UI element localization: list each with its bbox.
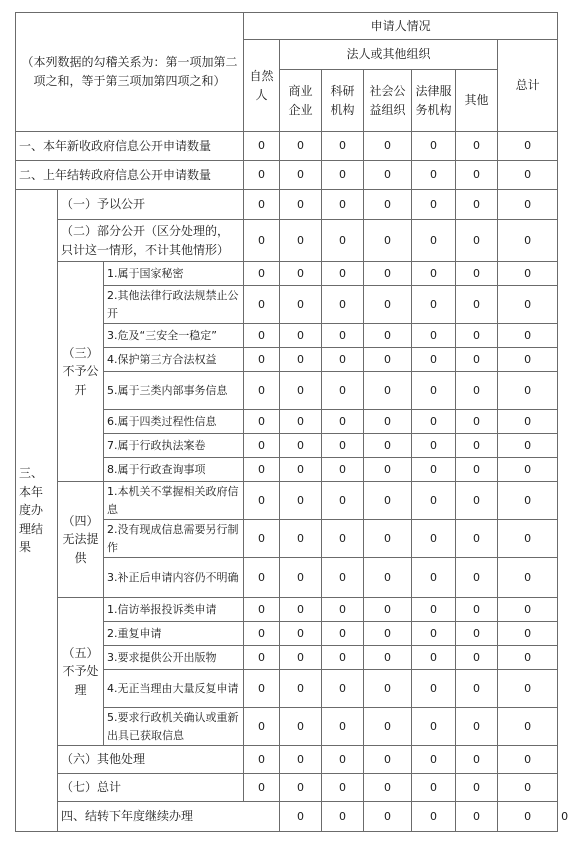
cell-value: 0 bbox=[244, 372, 280, 410]
cell-value: 0 bbox=[364, 132, 412, 161]
row-label: 7.属于行政执法案卷 bbox=[104, 434, 244, 458]
cell-value: 0 bbox=[244, 558, 280, 598]
header-row-1 bbox=[16, 13, 558, 40]
cell-value: 0 bbox=[280, 220, 322, 262]
header-org-public-welfare: 社会公益组织 bbox=[364, 70, 412, 132]
cell-value: 0 bbox=[244, 324, 280, 348]
cell-value: 0 bbox=[364, 558, 412, 598]
cell-value: 0 bbox=[244, 646, 280, 670]
cell-value: 0 bbox=[280, 324, 322, 348]
cell-value: 0 bbox=[498, 161, 558, 190]
row-not-processed-item bbox=[16, 598, 558, 622]
cell-value: 0 bbox=[364, 520, 412, 558]
row-label: 3.危及“三安全一稳定” bbox=[104, 324, 244, 348]
cell-value: 0 bbox=[456, 132, 498, 161]
cell-value: 0 bbox=[412, 670, 456, 708]
cell-value: 0 bbox=[364, 708, 412, 746]
group-not-processed: （五）不予处理 bbox=[58, 598, 104, 746]
cell-value: 0 bbox=[364, 410, 412, 434]
disclosure-statistics-table bbox=[15, 12, 569, 832]
cell-value: 0 bbox=[280, 802, 322, 832]
cell-value: 0 bbox=[280, 458, 322, 482]
cell-value: 0 bbox=[280, 774, 322, 802]
cell-value: 0 bbox=[280, 190, 322, 220]
cell-value: 0 bbox=[280, 746, 322, 774]
cell-value: 0 bbox=[412, 190, 456, 220]
cell-value: 0 bbox=[244, 190, 280, 220]
cell-value: 0 bbox=[456, 348, 498, 372]
cell-value: 0 bbox=[244, 670, 280, 708]
cell-value: 0 bbox=[498, 598, 558, 622]
cell-value: 0 bbox=[244, 482, 280, 520]
row-label: 5.要求行政机关确认或重新出具已获取信息 bbox=[104, 708, 244, 746]
cell-value: 0 bbox=[364, 622, 412, 646]
cell-value: 0 bbox=[456, 598, 498, 622]
cell-value: 0 bbox=[322, 190, 364, 220]
cell-value: 0 bbox=[322, 622, 364, 646]
cell-value: 0 bbox=[280, 558, 322, 598]
cell-value: 0 bbox=[412, 220, 456, 262]
cell-value: 0 bbox=[364, 286, 412, 324]
cell-value: 0 bbox=[244, 262, 280, 286]
group-not-disclosed: （三）不予公开 bbox=[58, 262, 104, 482]
row-label: 4.保护第三方合法权益 bbox=[104, 348, 244, 372]
cell-value: 0 bbox=[412, 410, 456, 434]
cell-value: 0 bbox=[498, 802, 558, 832]
cell-value: 0 bbox=[498, 132, 558, 161]
cell-value: 0 bbox=[412, 458, 456, 482]
cell-value: 0 bbox=[280, 646, 322, 670]
cell-value: 0 bbox=[364, 802, 412, 832]
row-label: （七）总计 bbox=[58, 774, 244, 802]
cell-value: 0 bbox=[364, 190, 412, 220]
cell-value: 0 bbox=[280, 670, 322, 708]
cell-value: 0 bbox=[322, 670, 364, 708]
row-carried-forward: 四、结转下年度继续办理 0 0 0 0 0 0 0 bbox=[16, 802, 558, 832]
cell-value: 0 bbox=[280, 520, 322, 558]
cell-value: 0 bbox=[244, 458, 280, 482]
cell-value: 0 bbox=[322, 708, 364, 746]
cell-value: 0 bbox=[322, 458, 364, 482]
cell-value: 0 bbox=[456, 520, 498, 558]
cell-value: 0 bbox=[498, 646, 558, 670]
cell-value: 0 bbox=[412, 482, 456, 520]
cell-value: 0 bbox=[412, 774, 456, 802]
cell-value: 0 bbox=[322, 746, 364, 774]
cell-value: 0 bbox=[244, 348, 280, 372]
row-label: 3.要求提供公开出版物 bbox=[104, 646, 244, 670]
cell-value: 0 bbox=[498, 324, 558, 348]
cell-value: 0 bbox=[322, 520, 364, 558]
cell-value: 0 bbox=[498, 746, 558, 774]
row-label: （六）其他处理 bbox=[58, 746, 244, 774]
cell-value: 0 bbox=[412, 708, 456, 746]
row-label: （二）部分公开（区分处理的，只计这一情形，不计其他情形） bbox=[58, 220, 244, 262]
cell-value: 0 bbox=[456, 458, 498, 482]
cell-value: 0 bbox=[412, 132, 456, 161]
cell-value: 0 bbox=[244, 161, 280, 190]
cell-value: 0 bbox=[412, 324, 456, 348]
row-label: 四、结转下年度继续办理 bbox=[58, 802, 280, 832]
cell-value: 0 bbox=[364, 262, 412, 286]
cell-value: 0 bbox=[322, 598, 364, 622]
row-label: 2.没有现成信息需要另行制作 bbox=[104, 520, 244, 558]
cell-value: 0 bbox=[412, 372, 456, 410]
cell-value: 0 bbox=[322, 348, 364, 372]
cell-value: 0 bbox=[280, 286, 322, 324]
cell-value: 0 bbox=[364, 324, 412, 348]
header-applicant-situation: 申请人情况 bbox=[244, 13, 558, 40]
cell-value: 0 bbox=[322, 324, 364, 348]
cell-value: 0 bbox=[498, 774, 558, 802]
row-label: 6.属于四类过程性信息 bbox=[104, 410, 244, 434]
section-handling-results: 三、本年度办理结果 bbox=[16, 190, 58, 832]
row-label: （一）予以公开 bbox=[58, 190, 244, 220]
cell-value: 0 bbox=[456, 372, 498, 410]
cell-value: 0 bbox=[412, 262, 456, 286]
cell-value: 0 bbox=[456, 434, 498, 458]
cell-value: 0 bbox=[412, 286, 456, 324]
cell-value: 0 bbox=[244, 708, 280, 746]
cell-value: 0 bbox=[498, 220, 558, 262]
row-label: 4.无正当理由大量反复申请 bbox=[104, 670, 244, 708]
row-label: 1.属于国家秘密 bbox=[104, 262, 244, 286]
cell-value: 0 bbox=[280, 482, 322, 520]
cell-value: 0 bbox=[456, 161, 498, 190]
cell-value: 0 bbox=[322, 410, 364, 434]
cell-value: 0 bbox=[322, 161, 364, 190]
cell-value: 0 bbox=[280, 372, 322, 410]
cell-value: 0 bbox=[456, 190, 498, 220]
cell-value: 0 bbox=[244, 220, 280, 262]
cell-value: 0 bbox=[280, 410, 322, 434]
header-org-legal-service: 法律服务机构 bbox=[412, 70, 456, 132]
cell-value: 0 bbox=[456, 220, 498, 262]
cell-value: 0 bbox=[364, 372, 412, 410]
cell-value: 0 bbox=[456, 670, 498, 708]
cell-value: 0 bbox=[456, 746, 498, 774]
cell-value: 0 bbox=[322, 132, 364, 161]
header-legal-org: 法人或其他组织 bbox=[280, 40, 498, 70]
cell-value: 0 bbox=[456, 324, 498, 348]
cell-value: 0 bbox=[322, 262, 364, 286]
cell-value: 0 bbox=[456, 802, 498, 832]
header-natural-person: 自然人 bbox=[244, 40, 280, 132]
cell-value: 0 bbox=[280, 348, 322, 372]
cell-value: 0 bbox=[412, 622, 456, 646]
cell-value: 0 bbox=[456, 708, 498, 746]
cell-value: 0 bbox=[498, 348, 558, 372]
cell-value: 0 bbox=[244, 746, 280, 774]
cell-value: 0 bbox=[322, 774, 364, 802]
row-other-handling bbox=[16, 746, 558, 774]
cell-value: 0 bbox=[364, 646, 412, 670]
cell-value: 0 bbox=[456, 482, 498, 520]
cell-value: 0 bbox=[498, 622, 558, 646]
cell-value: 0 bbox=[412, 520, 456, 558]
cell-value: 0 bbox=[364, 598, 412, 622]
row-unable-item bbox=[16, 482, 558, 520]
row-label: 1.本机关不掌握相关政府信息 bbox=[104, 482, 244, 520]
cell-value: 0 bbox=[322, 646, 364, 670]
row-not-disclosed-item bbox=[16, 262, 558, 286]
row-label: 1.信访举报投诉类申请 bbox=[104, 598, 244, 622]
cell-value: 0 bbox=[280, 708, 322, 746]
cell-value: 0 bbox=[244, 286, 280, 324]
cell-value: 0 bbox=[244, 598, 280, 622]
row-label: 8.属于行政查询事项 bbox=[104, 458, 244, 482]
cell-value: 0 bbox=[280, 434, 322, 458]
cell-value: 0 bbox=[280, 622, 322, 646]
cell-value: 0 bbox=[498, 670, 558, 708]
cell-value: 0 bbox=[244, 410, 280, 434]
cell-value: 0 bbox=[364, 670, 412, 708]
cell-value: 0 bbox=[456, 622, 498, 646]
cell-value: 0 bbox=[456, 558, 498, 598]
cell-value: 0 bbox=[364, 482, 412, 520]
header-note: （本列数据的勾稽关系为：第一项加第二项之和，等于第三项加第四项之和） bbox=[16, 13, 244, 132]
cell-value: 0 bbox=[412, 558, 456, 598]
cell-value: 0 bbox=[456, 774, 498, 802]
cell-value: 0 bbox=[456, 262, 498, 286]
cell-value: 0 bbox=[412, 161, 456, 190]
header-org-research: 科研机构 bbox=[322, 70, 364, 132]
cell-value: 0 bbox=[280, 161, 322, 190]
cell-value: 0 bbox=[412, 802, 456, 832]
cell-value: 0 bbox=[456, 646, 498, 670]
cell-value: 0 bbox=[364, 746, 412, 774]
cell-value: 0 bbox=[364, 774, 412, 802]
cell-value: 0 bbox=[456, 286, 498, 324]
row-subtotal bbox=[16, 774, 558, 802]
cell-value: 0 bbox=[244, 520, 280, 558]
cell-value: 0 bbox=[322, 372, 364, 410]
cell-value: 0 bbox=[322, 558, 364, 598]
cell-value: 0 bbox=[322, 482, 364, 520]
cell-value: 0 bbox=[498, 262, 558, 286]
cell-value: 0 bbox=[364, 161, 412, 190]
cell-value: 0 bbox=[456, 410, 498, 434]
cell-value: 0 bbox=[244, 132, 280, 161]
cell-value: 0 bbox=[412, 598, 456, 622]
cell-value: 0 bbox=[498, 190, 558, 220]
cell-value: 0 bbox=[498, 708, 558, 746]
cell-value: 0 bbox=[498, 410, 558, 434]
row-label: 2.重复申请 bbox=[104, 622, 244, 646]
cell-value: 0 bbox=[498, 458, 558, 482]
cell-value: 0 bbox=[364, 220, 412, 262]
row-label: 2.其他法律行政法规禁止公开 bbox=[104, 286, 244, 324]
cell-value: 0 bbox=[244, 622, 280, 646]
cell-value: 0 bbox=[498, 434, 558, 458]
row-new-applications bbox=[16, 132, 558, 161]
cell-value: 0 bbox=[412, 646, 456, 670]
cell-value: 0 bbox=[280, 262, 322, 286]
cell-value: 0 bbox=[498, 286, 558, 324]
cell-value: 0 bbox=[322, 220, 364, 262]
cell-value: 0 bbox=[364, 348, 412, 372]
cell-value: 0 bbox=[364, 434, 412, 458]
cell-value: 0 bbox=[322, 286, 364, 324]
cell-value: 0 bbox=[498, 520, 558, 558]
cell-value: 0 bbox=[364, 458, 412, 482]
cell-value: 0 bbox=[412, 746, 456, 774]
row-label: 5.属于三类内部事务信息 bbox=[104, 372, 244, 410]
row-label: 一、本年新收政府信息公开申请数量 bbox=[16, 132, 244, 161]
header-org-commercial: 商业企业 bbox=[280, 70, 322, 132]
row-disclosed bbox=[16, 190, 558, 220]
cell-value: 0 bbox=[498, 482, 558, 520]
cell-value: 0 bbox=[244, 774, 280, 802]
cell-value: 0 bbox=[322, 434, 364, 458]
header-total: 总计 bbox=[498, 40, 558, 132]
cell-value: 0 bbox=[280, 132, 322, 161]
row-partially-disclosed bbox=[16, 220, 558, 262]
header-org-other: 其他 bbox=[456, 70, 498, 132]
cell-value: 0 bbox=[498, 558, 558, 598]
cell-value: 0 bbox=[498, 372, 558, 410]
cell-value: 0 bbox=[412, 434, 456, 458]
cell-value: 0 bbox=[412, 348, 456, 372]
cell-value: 0 bbox=[280, 598, 322, 622]
row-label: 3.补正后申请内容仍不明确 bbox=[104, 558, 244, 598]
cell-value: 0 bbox=[322, 802, 364, 832]
cell-value: 0 bbox=[244, 434, 280, 458]
group-unable-to-provide: （四）无法提供 bbox=[58, 482, 104, 598]
row-label: 二、上年结转政府信息公开申请数量 bbox=[16, 161, 244, 190]
row-carried-over bbox=[16, 161, 558, 190]
